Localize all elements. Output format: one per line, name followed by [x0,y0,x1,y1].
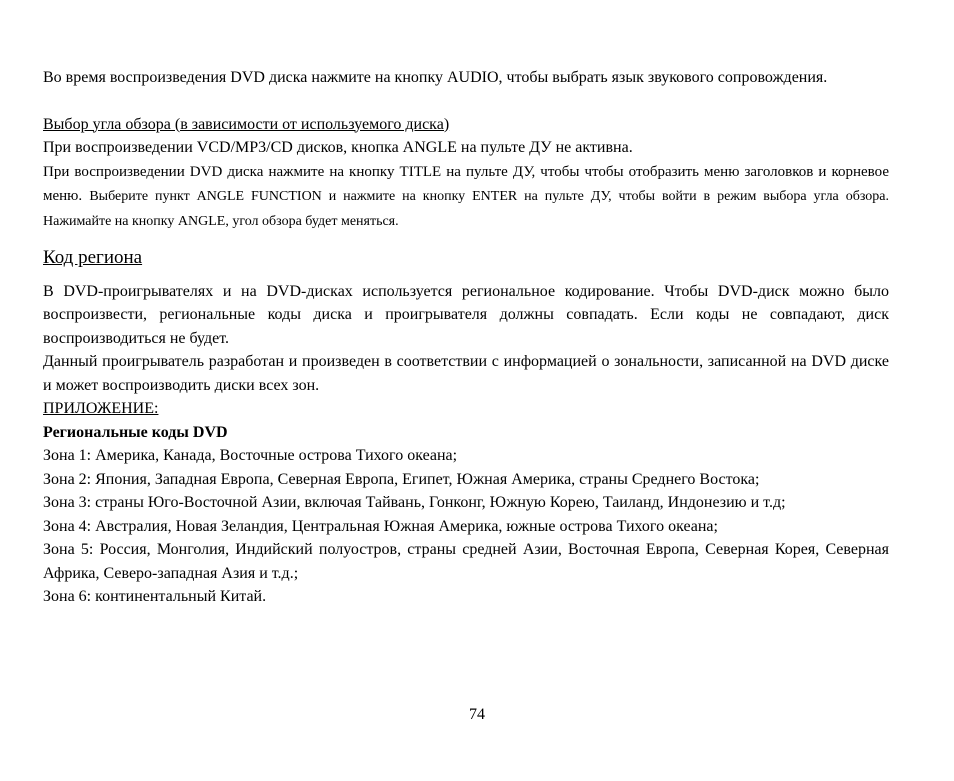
zone-3: Зона 3: страны Юго-Восточной Азии, включая Тайвань, Гонконг, Южную Корею, Таиланд, Индонезию и т.д; [43,494,786,511]
page-number: 74 [469,706,485,723]
appendix-label: ПРИЛОЖЕНИЕ: [43,400,159,417]
angle-section-title: Выбор угла обзора (в зависимости от используемого диска) [43,115,450,133]
document-page [43,66,889,609]
region-paragraph-1: В DVD-проигрывателях и на DVD-дисках используется региональное кодирование. Чтобы DVD-диск можно было воспроизвести, региональные коды диска и проигрывателя должны совпадать. Если коды не совпадают, диск воспроизводиться не будет. [43,282,889,347]
zone-4: Зона 4: Австралия, Новая Зеландия, Центральная Южная Америка, южные острова Тихого океана; [43,517,718,535]
angle-instruction-2 [43,160,889,234]
angle-instruction-2a: При воспроизведении DVD диска нажмите на кнопку TITLE на пульте ДУ, чтобы чтобы отобразить меню заголовков и корневое меню. [43,163,889,204]
region-heading: Код региона [43,246,143,268]
audio-instruction: Во время воспроизведения DVD диска нажмите на кнопку AUDIO, чтобы выбрать язык звукового сопровождения. [43,69,828,86]
zone-2: Зона 2: Япония, Западная Европа, Северная Европа, Египет, Южная Америка, страны Среднего Востока; [43,470,760,488]
region-paragraph-2: Данный проигрыватель разработан и произведен в соответствии с информацией о зональности, записанной на DVD диске и может воспроизводить диски всех зон. [43,353,889,394]
zone-5: Зона 5: Россия, Монголия, Индийский полуостров, страны средней Азии, Восточная Европа, Северная Корея, Северная Африка, Северо-западная Азия и т.д.; [43,541,889,582]
angle-instruction-1: При воспроизведении VCD/MP3/CD дисков, кнопка ANGLE на пульте ДУ не активна. [43,139,633,156]
appendix-title: Региональные коды DVD [43,423,228,441]
zone-1: Зона 1: Америка, Канада, Восточные острова Тихого океана; [43,447,458,464]
angle-instruction-3: Выберите пункт ANGLE FUNCTION и нажмите на кнопку ENTER на пульте ДУ, чтобы войти в режим выбора угла обзора. Нажимайте на кнопку ANGLE, угол обзора будет меняться. [43,188,889,229]
zone-6: Зона 6: континентальный Китай. [43,588,267,605]
